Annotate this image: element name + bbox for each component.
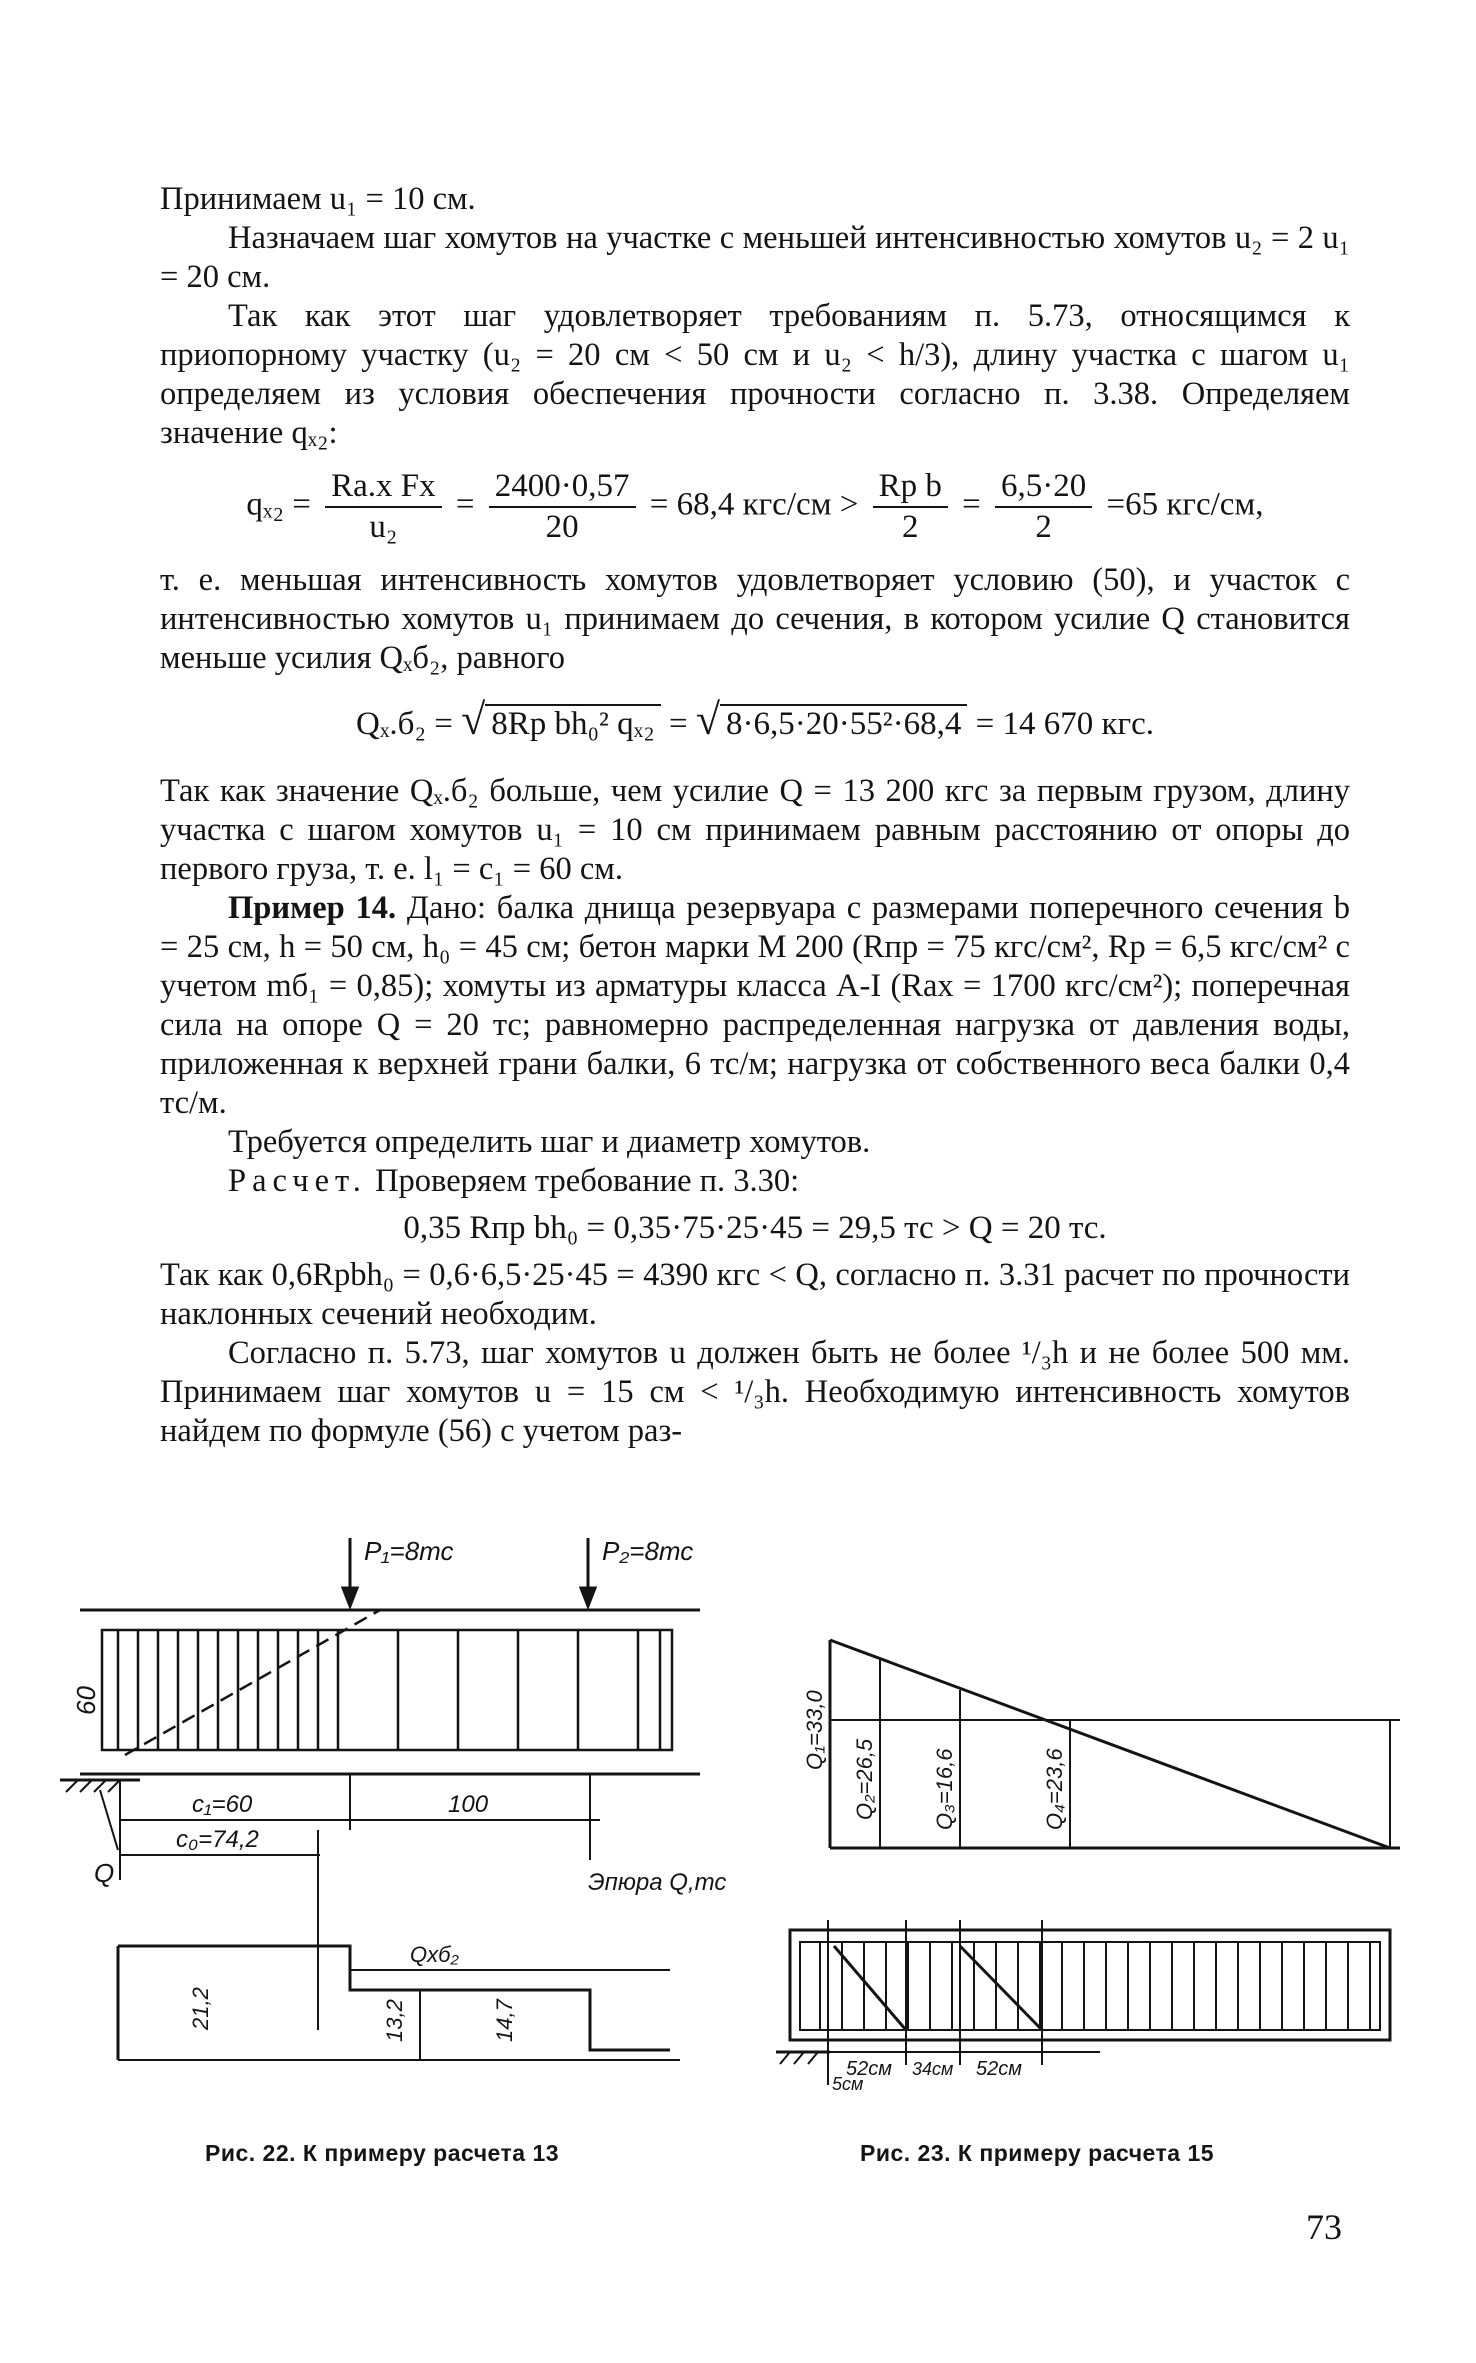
label-q3: Q₃=16,6 xyxy=(932,1748,957,1830)
paragraph-9: Так как 0,6Rрbh₀ = 0,6·6,5·25·45 = 4390 кгс < Q, согласно п. 3.31 расчет по прочности наклонных сечений необходим. xyxy=(160,1257,1350,1332)
reinforcement-cage xyxy=(102,1630,672,1750)
label-q2: Q₂=26,5 xyxy=(852,1738,877,1820)
page-number: 73 xyxy=(1306,2207,1342,2247)
label-13-2: 13,2 xyxy=(382,1999,407,2042)
inclined-crack xyxy=(125,1610,380,1755)
paragraph-7: Требуется определить шаг и диаметр хомутов. xyxy=(228,1124,871,1160)
figure-22-caption: Рис. 22. К примеру расчета 13 xyxy=(205,2140,560,2166)
stirrups xyxy=(118,1630,660,1750)
paragraph-4: т. е. меньшая интенсивность хомутов удовлетворяет условию (50), и участок с интенсивностью хомутов u₁ принимаем до сечения, в котором усилие Q становится меньше усилия Qₓб₂, равного xyxy=(160,562,1350,676)
label-p2: P₂=8тс xyxy=(602,1536,694,1566)
label-14-7: 14,7 xyxy=(492,1999,517,2042)
figure-23 xyxy=(790,1620,1410,2094)
equation-qx2: qₓ₂ = $\frac{\text{Rа.х Fх}}{\text{u₂}}$ = $\frac{2400\cdot 0,57}{20}$ = 68,4 кгс/см > $\frac{\text{Rр b}}{2}$ = $\frac{6,5\cdot 20}{2}$ =65 кгс/см, xyxy=(246,468,1264,545)
fraction: $\frac{\text{Rр b}}{2}$ xyxy=(873,467,948,547)
figure-23-caption: Рис. 23. К примеру расчета 15 xyxy=(860,2140,1215,2166)
q-slope xyxy=(830,1640,1390,1848)
fraction: $\frac{2400\cdot 0,57}{20}$ xyxy=(489,467,636,547)
label-c1: c₁=60 xyxy=(192,1791,253,1818)
label-s4: 5см xyxy=(832,2074,864,2094)
label-p1: P₁=8тс xyxy=(364,1536,454,1566)
fraction: $\frac{\text{Rа.х Fх}}{\text{u₂}}$ xyxy=(325,467,442,547)
label-21-2: 21,2 xyxy=(188,1987,213,2030)
paragraph-5: Так как значение Qₓ.б₂ больше, чем усилие Q = 13 200 кгс за первым грузом, длину участка с шагом хомутов u₁ = 10 см принимаем равным расстоянию от опоры до первого груза, т. е. l₁ = c₁ = 60 см. xyxy=(160,773,1350,887)
stirrups xyxy=(820,1942,1370,2030)
inclined-section-2 xyxy=(960,1946,1042,2030)
support-hatch xyxy=(780,2052,818,2064)
inclined-section-1 xyxy=(834,1946,906,2030)
paragraph-2: Назначаем шаг хомутов на участке с меньшей интенсивностью хомутов u₂ = 2 u₁ = 20 см. xyxy=(160,220,1350,295)
beam xyxy=(790,1930,1390,2040)
label-height: 60 xyxy=(71,1686,101,1715)
equation-qxb2: Qₓ.б₂ = √ 8Rр bh₀² qₓ₂ = √ 8·6,5·20·55²·68,4 = 14 670 кгс. xyxy=(356,695,1154,744)
label-100: 100 xyxy=(448,1791,489,1818)
paragraph-10: Согласно п. 5.73, шаг хомутов u должен быть не более ¹/₃h и не более 500 мм. Принимаем шаг хомутов u = 15 см < ¹/₃h. Необходимую интенсивность хомутов найдем по формуле (56) с учетом раз- xyxy=(160,1335,1350,1449)
arrow-head xyxy=(343,1588,357,1606)
label-q1: Q₁=33,0 xyxy=(802,1690,827,1770)
paragraph-1: Принимаем u₁ = 10 см. xyxy=(160,181,476,217)
label-s1: 52см xyxy=(846,2058,892,2080)
label-c0: c₀=74,2 xyxy=(176,1826,259,1853)
body-text xyxy=(160,180,1350,1451)
label-q4: Q₄=23,6 xyxy=(1042,1748,1067,1830)
equation-check: 0,35 Rпр bh₀ = 0,35·75·25·45 = 29,5 тс > Q = 20 тс. xyxy=(403,1210,1107,1246)
paragraph-6: Пример 14. Дано: балка днища резервуара с размерами поперечного сечения b = 25 см, h = 50 см, h₀ = 45 см; бетон марки М 200 (Rпр = 75 кгс/см², Rр = 6,5 кгс/см² с учетом mб₁ = 0,85); хомуты из арматуры класса А-I (Rах = 1700 кгс/см²); поперечная сила на опоре Q = 20 тс; равномерно распределенная нагрузка от давления воды, приложенная к верхней грани балки, 6 тс/м; нагрузка от собственного веса балки 0,4 тс/м. xyxy=(160,890,1350,1121)
fraction: $\frac{6,5\cdot 20}{2}$ xyxy=(995,467,1092,547)
q-arrow xyxy=(100,1790,118,1850)
figure-22 xyxy=(71,1530,780,2090)
label-diagram-title: Эпюра Q,тс xyxy=(588,1869,727,1896)
label-qx62: Qхб₂ xyxy=(410,1942,459,1967)
paragraph-8: Расчет. Проверяем требование п. 3.30: xyxy=(228,1163,800,1199)
support-hatch xyxy=(66,1780,120,1792)
paragraph-3: Так как этот шаг удовлетворяет требованиям п. 5.73, относящимся к приопорному участку (u₂ = 20 см < 50 см и u₂ < h/3), длину участка с шагом u₁ определяем из условия обеспечения прочности согласно п. 3.38. Определяем значение qₓ₂: xyxy=(160,298,1350,451)
label-q: Q xyxy=(94,1858,115,1888)
arrow-head xyxy=(581,1588,595,1606)
label-s2: 34см xyxy=(912,2059,954,2079)
label-s3: 52см xyxy=(976,2058,1022,2080)
